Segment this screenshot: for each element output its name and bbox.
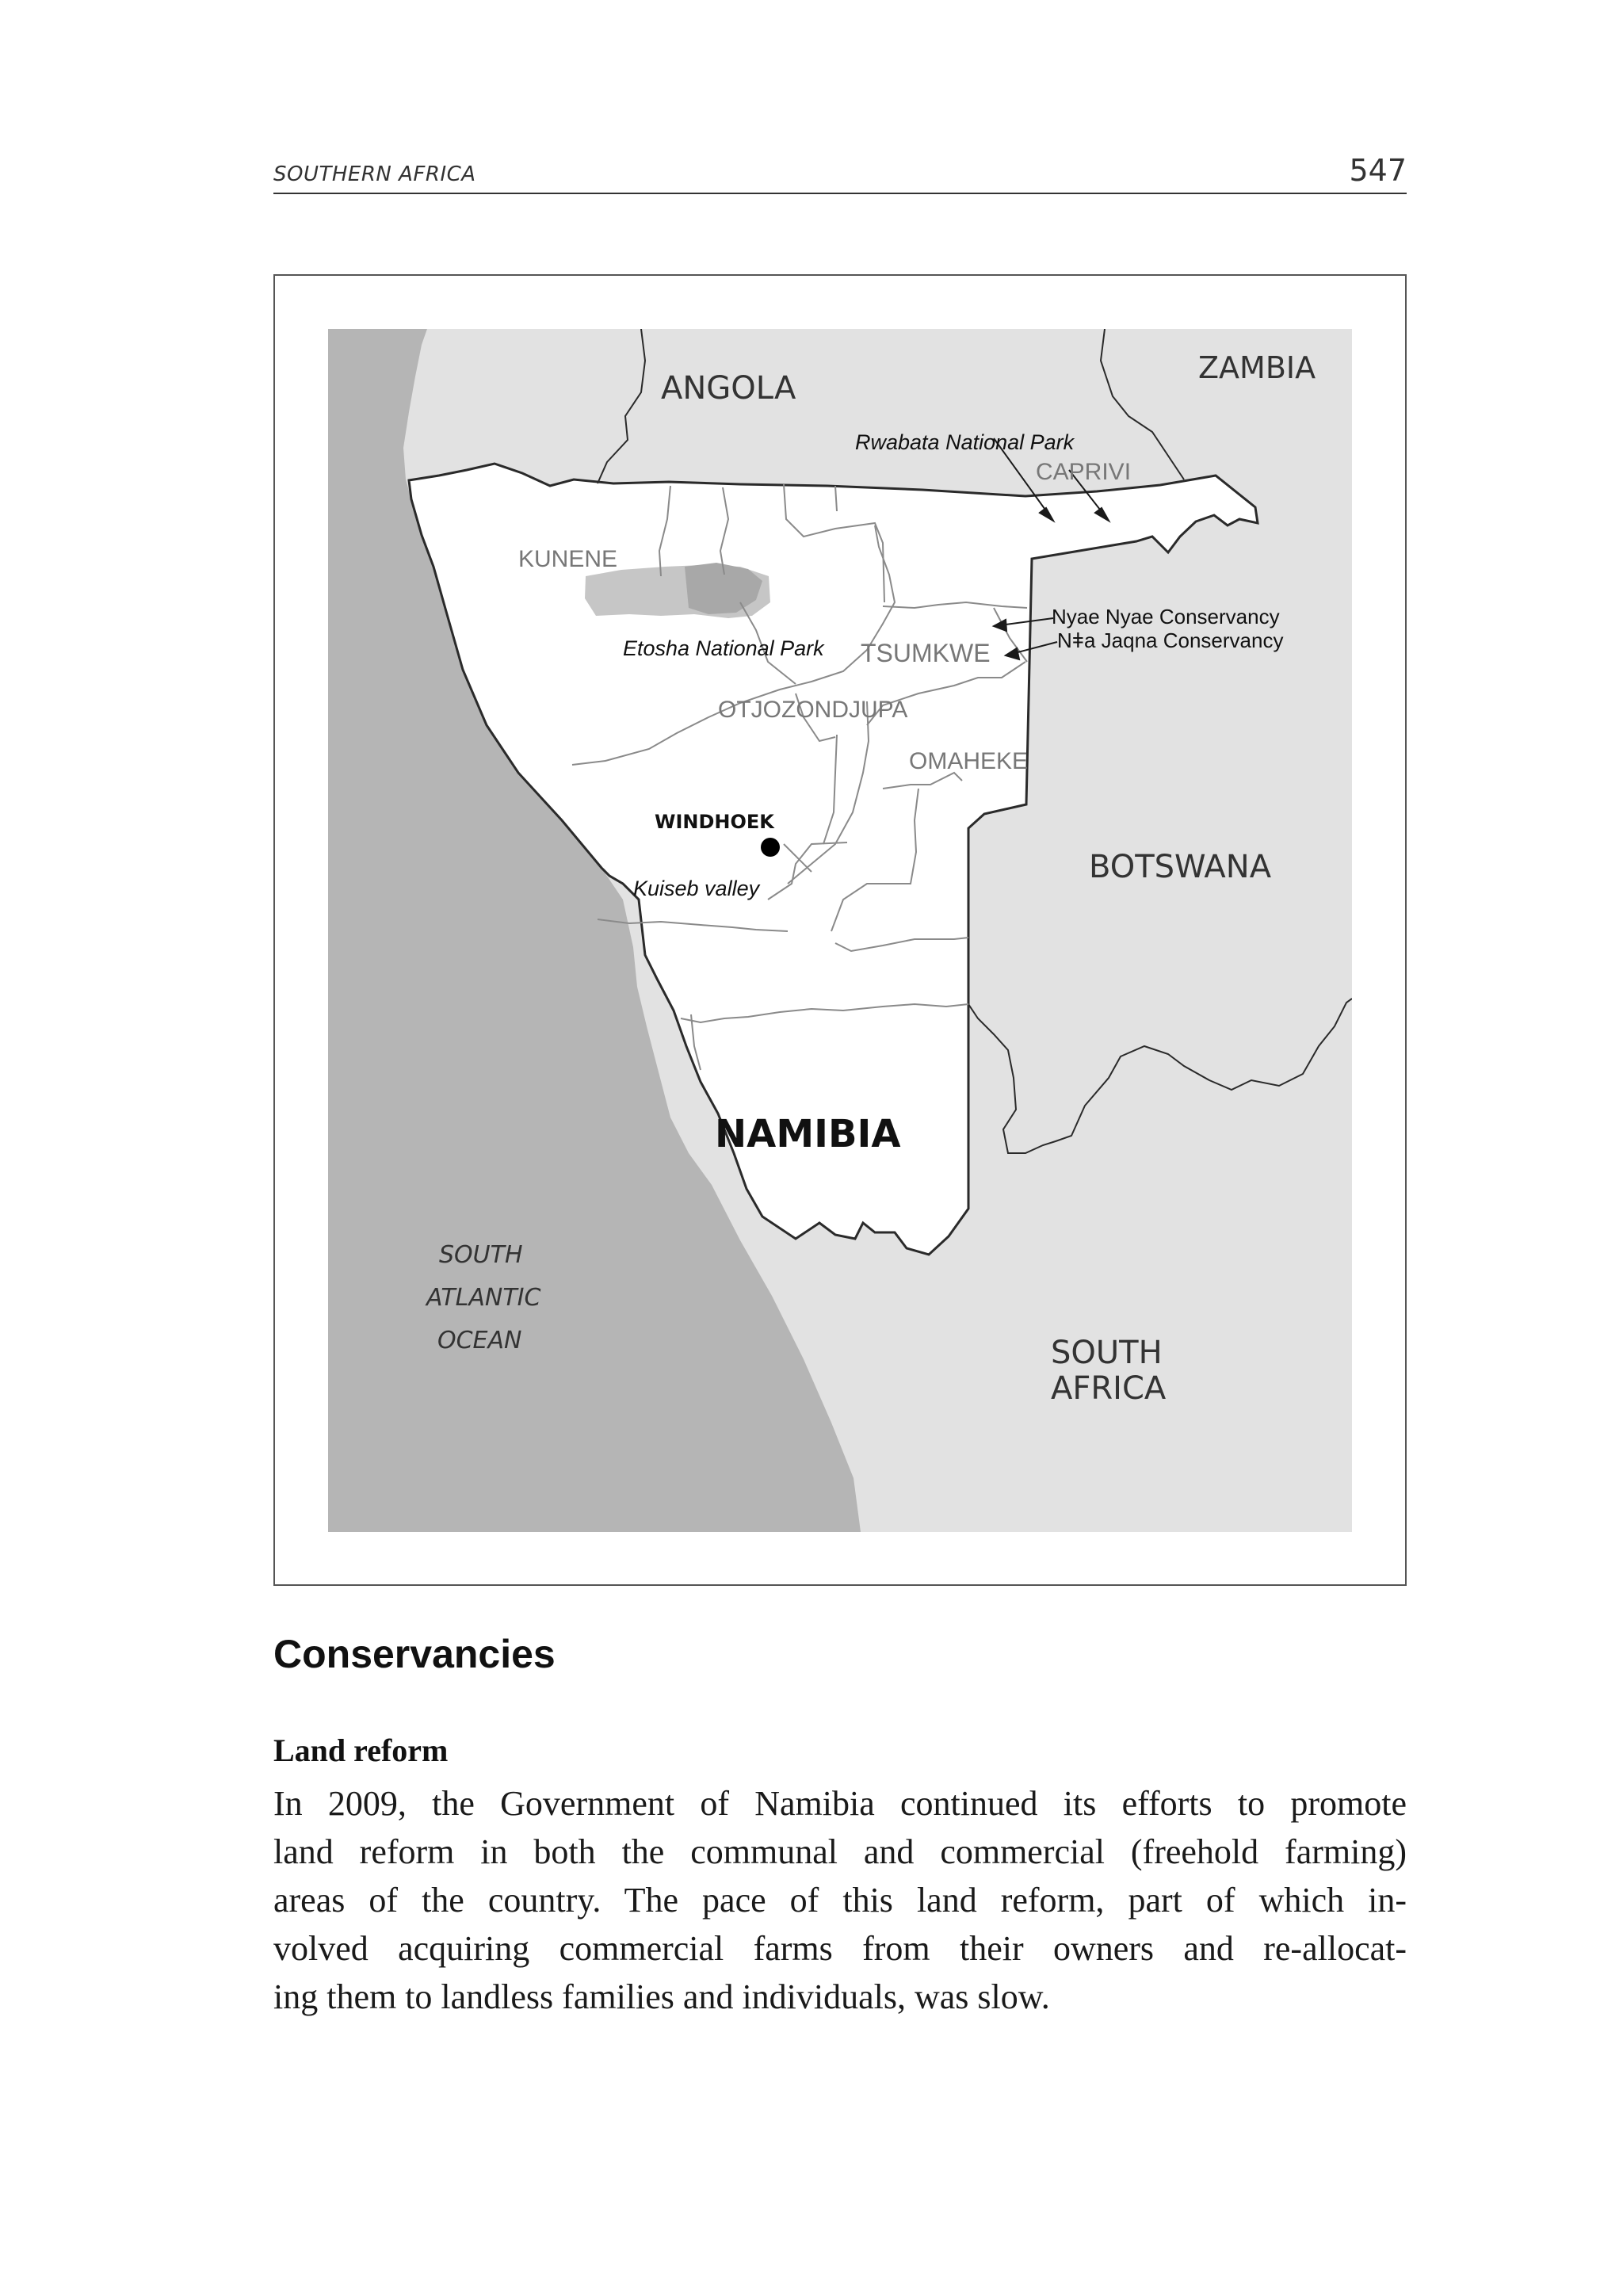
section-heading: Conservancies bbox=[273, 1632, 556, 1676]
paragraph-line: ing them to landless families and individuals, was slow. bbox=[273, 1977, 1050, 2016]
label-angola: ANGOLA bbox=[661, 370, 796, 407]
label-omaheke: OMAHEKE bbox=[909, 748, 1029, 774]
windhoek-dot bbox=[761, 838, 780, 857]
label-nyae-nyae: Nyae Nyae Conservancy bbox=[1052, 605, 1280, 628]
label-caprivi: CAPRIVI bbox=[1036, 459, 1132, 485]
label-windhoek: WINDHOEK bbox=[655, 811, 774, 833]
label-kuiseb: Kuiseb valley bbox=[633, 877, 760, 900]
paragraph-line: In 2009, the Government of Namibia continued its efforts to promote bbox=[273, 1784, 1407, 1823]
label-botswana: BOTSWANA bbox=[1089, 849, 1272, 885]
paragraph-line: volved acquiring commercial farms from their owners and re-allocat- bbox=[273, 1929, 1407, 1968]
label-kunene: KUNENE bbox=[518, 546, 618, 572]
map-figure bbox=[273, 274, 1407, 1586]
label-ocean-2: ATLANTIC bbox=[426, 1284, 541, 1312]
subheading: Land reform bbox=[273, 1733, 449, 1768]
namibia-map bbox=[328, 329, 1352, 1532]
paragraph-line: areas of the country. The pace of this land reform, part of which in- bbox=[273, 1881, 1407, 1920]
body-paragraph bbox=[273, 1779, 1407, 2021]
label-south-africa-1: SOUTH bbox=[1051, 1335, 1163, 1371]
label-namibia: NAMIBIA bbox=[715, 1112, 901, 1156]
paragraph-line: land reform in both the communal and commercial (freehold farming) bbox=[273, 1832, 1407, 1871]
label-etosha: Etosha National Park bbox=[623, 636, 824, 660]
label-otjozondjupa: OTJOZONDJUPA bbox=[718, 697, 908, 723]
page-number: 547 bbox=[1349, 153, 1407, 188]
label-ntta-jaqna: Nǂa Jaqna Conservancy bbox=[1057, 628, 1284, 652]
label-south-africa-2: AFRICA bbox=[1051, 1370, 1167, 1407]
running-head bbox=[273, 155, 1407, 194]
label-ocean-3: OCEAN bbox=[437, 1327, 522, 1354]
label-zambia: ZAMBIA bbox=[1198, 350, 1316, 385]
label-ocean-1: SOUTH bbox=[439, 1241, 523, 1269]
label-tsumkwe: TSUMKWE bbox=[861, 639, 991, 667]
running-head-section: SOUTHERN AFRICA bbox=[273, 162, 476, 186]
label-rwabata: Rwabata National Park bbox=[855, 430, 1075, 454]
